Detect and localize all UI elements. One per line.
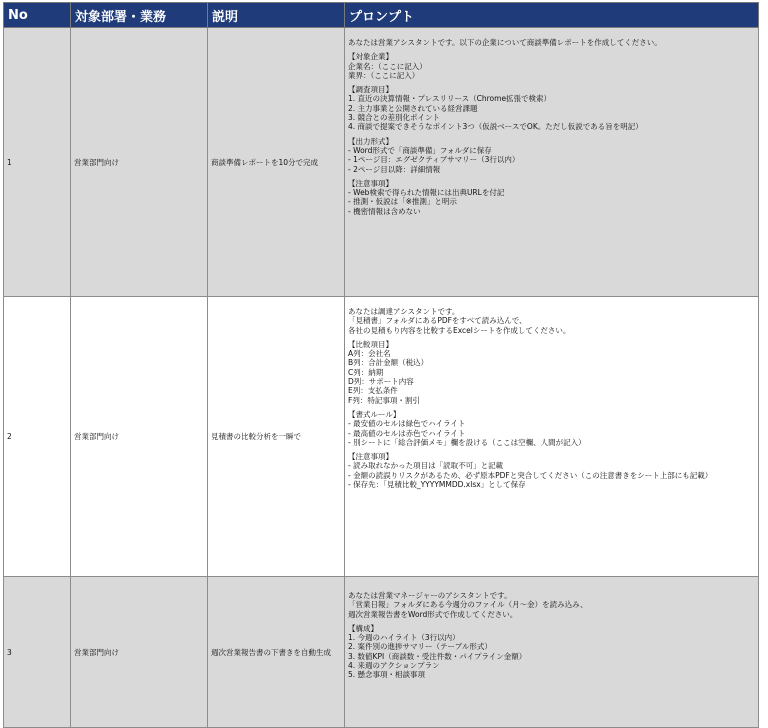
prompt-line: 企業名：（ここに記入） <box>348 61 427 71</box>
prompt-line: C列：納期 <box>348 367 384 377</box>
prompt-line: - 金額の読誤りリスクがあるため、必ず原本PDFと突合してください（この注意書きをシート上部にも記載） <box>348 470 713 480</box>
cell-desc: 商談準備レポートを10分で完成 <box>208 28 345 297</box>
prompt-line: 3. 数値KPI（商談数・受注件数・パイプライン金額） <box>348 651 527 661</box>
prompt-line: 2. 主力事業と公開されている経営課題 <box>348 103 478 113</box>
cell-prompt <box>345 577 759 728</box>
prompt-line: 5. 懸念事項・相談事項 <box>348 670 426 680</box>
cell-no: 3 <box>4 577 71 728</box>
prompt-line: - 2ページ目以降：詳細情報 <box>348 164 441 174</box>
prompt-line: - 別シートに「総合評価メモ」欄を設ける（ここは空欄、人間が記入） <box>348 437 586 447</box>
prompt-line: 各社の見積もり内容を比較するExcelシートを作成してください。 <box>348 325 571 335</box>
prompt-line: B列：合計金額（税込） <box>348 358 429 368</box>
cell-dept: 営業部門向け <box>71 297 208 577</box>
prompt-line: あなたは営業マネージャーのアシスタントです。 <box>348 591 512 600</box>
prompt-line: 週次営業報告書をWord形式で作成してください。 <box>348 609 518 619</box>
prompt-line: 2. 案件別の進捗サマリー（テーブル形式） <box>348 642 492 652</box>
cell-desc: 見積書の比較分析を一瞬で <box>208 297 345 577</box>
prompt-line: 業界：（ここに記入） <box>348 70 420 80</box>
prompt-line: 【対象企業】 <box>348 52 393 62</box>
header-desc: 説明 <box>208 3 345 28</box>
prompt-line: - Word形式で「商談準備」フォルダに保存 <box>348 145 492 155</box>
prompt-line: 「営業日報」フォルダにある今週分のファイル（月〜金）を読み込み、 <box>348 600 588 610</box>
prompt-line: D列：サポート内容 <box>348 377 414 387</box>
prompt-line: 3. 競合との差別化ポイント <box>348 113 441 123</box>
cell-prompt <box>345 28 759 297</box>
cell-no: 1 <box>4 28 71 297</box>
prompt-line: 【比較項目】 <box>348 339 393 349</box>
prompt-line: あなたは調達アシスタントです。 <box>348 307 460 316</box>
prompt-line: 【出力形式】 <box>348 136 393 146</box>
prompt-line: 【構成】 <box>348 623 378 633</box>
prompt-line: あなたは営業アシスタントです。以下の企業について商談準備レポートを作成してください。 <box>348 38 662 47</box>
header-dept: 対象部署・業務 <box>71 3 208 28</box>
prompt-line: - 保存先：「見積比較_YYYYMMDD.xlsx」として保存 <box>348 480 526 490</box>
prompt-line: - 1ページ目：エグゼクティブサマリー（3行以内） <box>348 155 520 165</box>
prompt-line: 【注意事項】 <box>348 178 393 188</box>
prompt-line: 【注意事項】 <box>348 452 393 462</box>
cell-prompt <box>345 297 759 577</box>
header-no: No <box>4 3 71 28</box>
prompt-line: - 推測・仮説は「※推測」と明示 <box>348 197 457 207</box>
prompt-line: 【書式ルール】 <box>348 409 401 419</box>
prompt-line: 【調査項目】 <box>348 85 393 95</box>
prompt-line: - Web検索で得られた情報には出典URLを付記 <box>348 188 505 198</box>
header-prompt: プロンプト <box>345 3 759 28</box>
prompt-line: 4. 商談で提案できそうなポイント3つ（仮説ベースでOK。ただし仮説である旨を明記） <box>348 122 643 132</box>
prompt-line: 1. 直近の決算情報・プレスリリース（Chrome拡張で検索） <box>348 94 552 104</box>
table-row <box>4 28 759 297</box>
cell-no: 2 <box>4 297 71 577</box>
header-row <box>4 3 759 28</box>
prompt-line: - 機密情報は含めない <box>348 206 421 216</box>
prompt-line: 4. 来週のアクションプラン <box>348 661 440 671</box>
prompt-line: - 読み取れなかった項目は「読取不可」と記載 <box>348 461 504 471</box>
prompt-line: - 最高値のセルは赤色でハイライト <box>348 428 466 438</box>
table-row <box>4 297 759 577</box>
prompt-table <box>3 2 759 728</box>
cell-dept: 営業部門向け <box>71 28 208 297</box>
cell-desc: 週次営業報告書の下書きを自動生成 <box>208 577 345 728</box>
cell-dept: 営業部門向け <box>71 577 208 728</box>
prompt-line: A列：会社名 <box>348 349 391 359</box>
prompt-line: 1. 今週のハイライト（3行以内） <box>348 633 460 643</box>
table-row <box>4 577 759 728</box>
prompt-line: F列：特記事項・割引 <box>348 395 420 405</box>
prompt-line: E列：支払条件 <box>348 386 398 396</box>
prompt-line: 「見積書」フォルダにあるPDFをすべて読み込んで、 <box>348 316 527 326</box>
prompt-line: - 最安値のセルは緑色でハイライト <box>348 419 466 429</box>
